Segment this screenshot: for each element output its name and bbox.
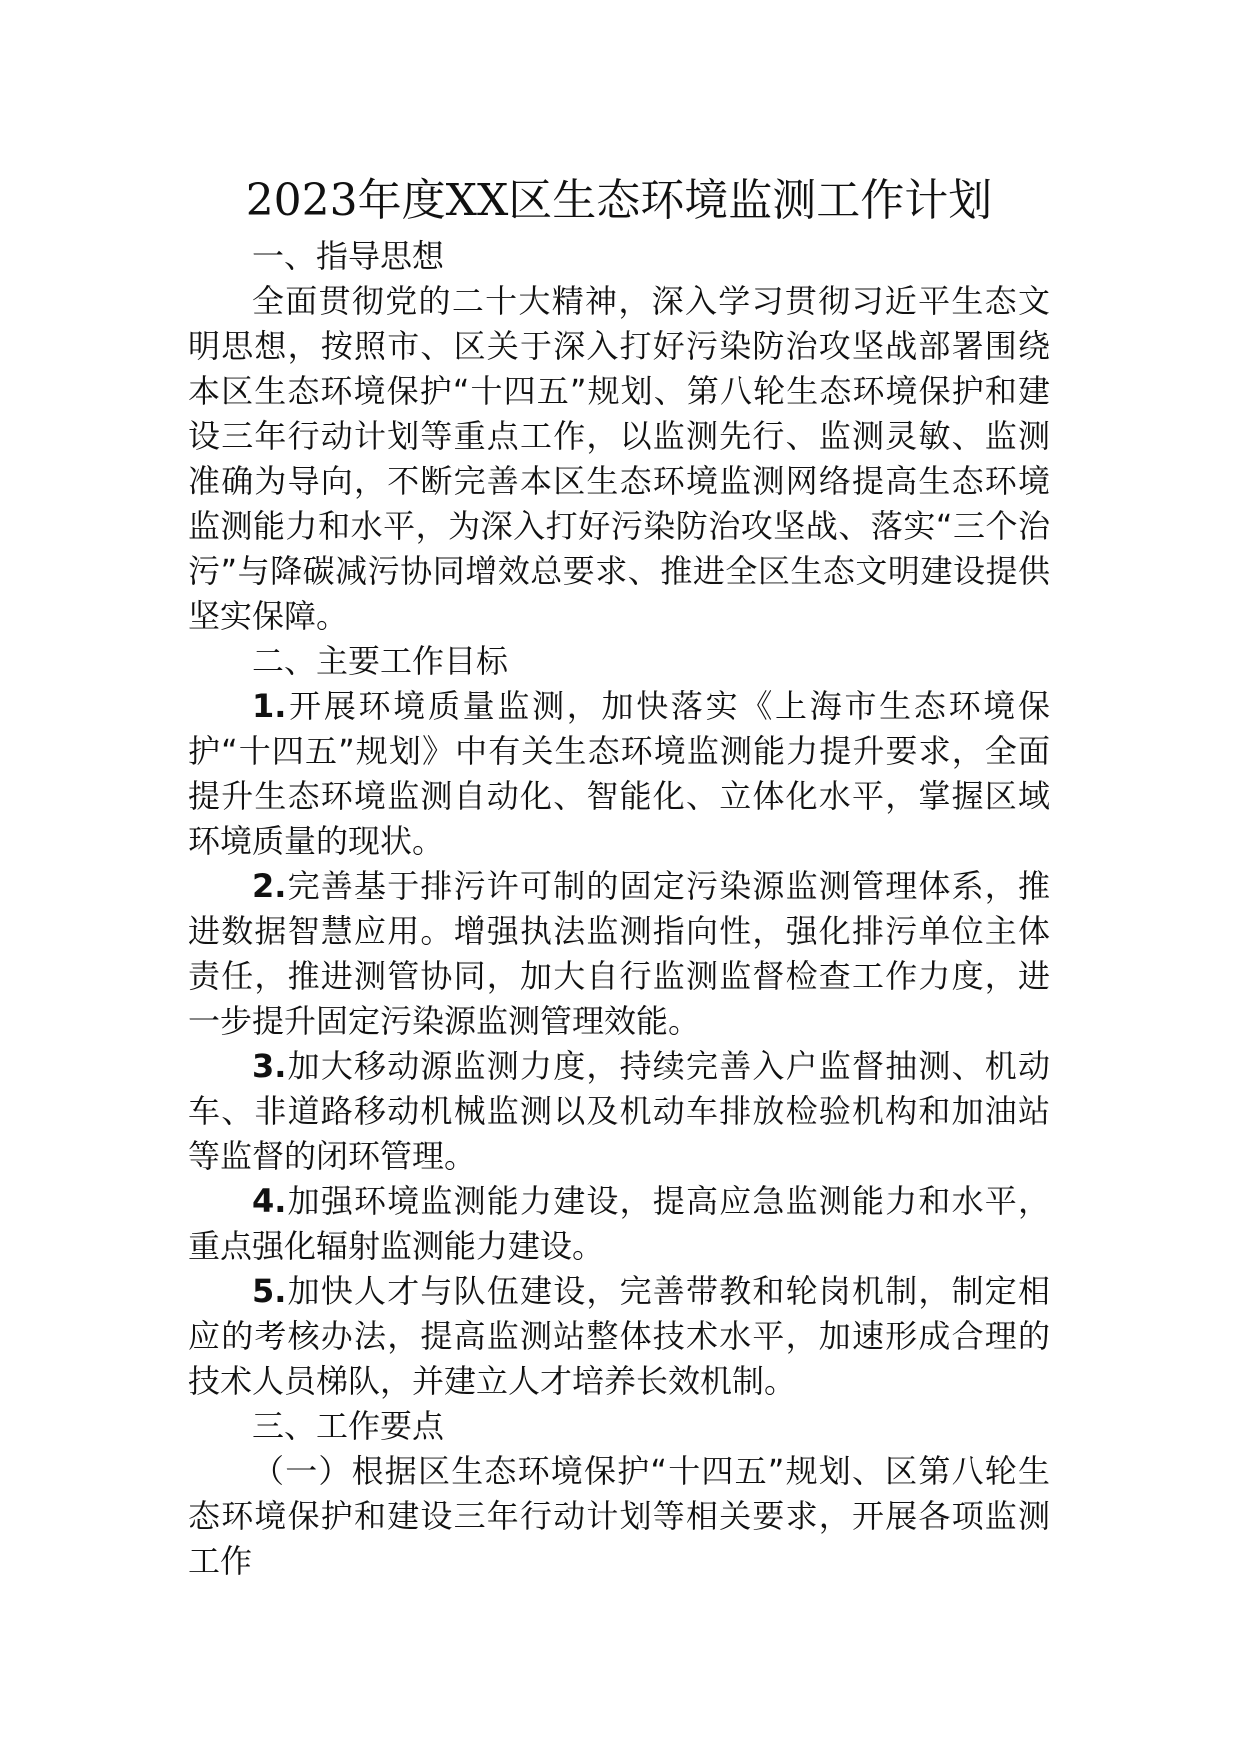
goal-item-1 [188, 684, 1050, 864]
document-page [188, 170, 1050, 1584]
paragraph-work-point-1: （一）根据区生态环境保护“十四五”规划、区第八轮生态环境保护和建设三年行动计划等相关要求，开展各项监测工作 [188, 1452, 1050, 1580]
section-heading-guiding-ideology: 一、指导思想 [252, 237, 445, 275]
goal-item-2 [188, 864, 1050, 1044]
goal-text: 加大移动源监测力度，持续完善入户监督抽测、机动车、非道路移动机械监测以及机动车排放检验机构和加油站等监督的闭环管理。 [188, 1047, 1050, 1175]
goal-item-4 [188, 1179, 1050, 1269]
goal-text: 加快人才与队伍建设，完善带教和轮岗机制，制定相应的考核办法，提高监测站整体技术水平，加速形成合理的技术人员梯队，并建立人才培养长效机制。 [188, 1272, 1050, 1400]
section-heading-work-points: 三、工作要点 [252, 1407, 445, 1445]
goal-item-5 [188, 1269, 1050, 1404]
goal-text: 开展环境质量监测，加快落实《上海市生态环境保护“十四五”规划》中有关生态环境监测能力提升要求，全面提升生态环境监测自动化、智能化、立体化水平，掌握区域环境质量的现状。 [188, 687, 1050, 860]
paragraph-guiding-ideology: 全面贯彻党的二十大精神，深入学习贯彻习近平生态文明思想，按照市、区关于深入打好污染防治攻坚战部署围绕本区生态环境保护“十四五”规划、第八轮生态环境保护和建设三年行动计划等重点工作，以监测先行、监测灵敏、监测准确为导向，不断完善本区生态环境监测网络提高生态环境监测能力和水平，为深入打好污染防治攻坚战、落实“三个治污”与降碳减污协同增效总要求、推进全区生态文明建设提供坚实保障。 [188, 282, 1050, 635]
goal-text: 完善基于排污许可制的固定污染源监测管理体系，推进数据智慧应用。增强执法监测指向性，强化排污单位主体责任，推进测管协同，加大自行监测监督检查工作力度，进一步提升固定污染源监测管理效能。 [188, 867, 1050, 1040]
goal-number: 3. [252, 1047, 287, 1085]
goal-item-3 [188, 1044, 1050, 1179]
goal-number: 2. [252, 867, 287, 905]
document-title: 2023年度XX区生态环境监测工作计划 [245, 175, 993, 226]
goal-number: 1. [252, 687, 287, 725]
section-heading-main-goals: 二、主要工作目标 [252, 642, 509, 680]
goal-text: 加强环境监测能力建设，提高应急监测能力和水平，重点强化辐射监测能力建设。 [188, 1182, 1050, 1265]
goal-number: 4. [252, 1182, 287, 1220]
goal-number: 5. [252, 1272, 287, 1310]
